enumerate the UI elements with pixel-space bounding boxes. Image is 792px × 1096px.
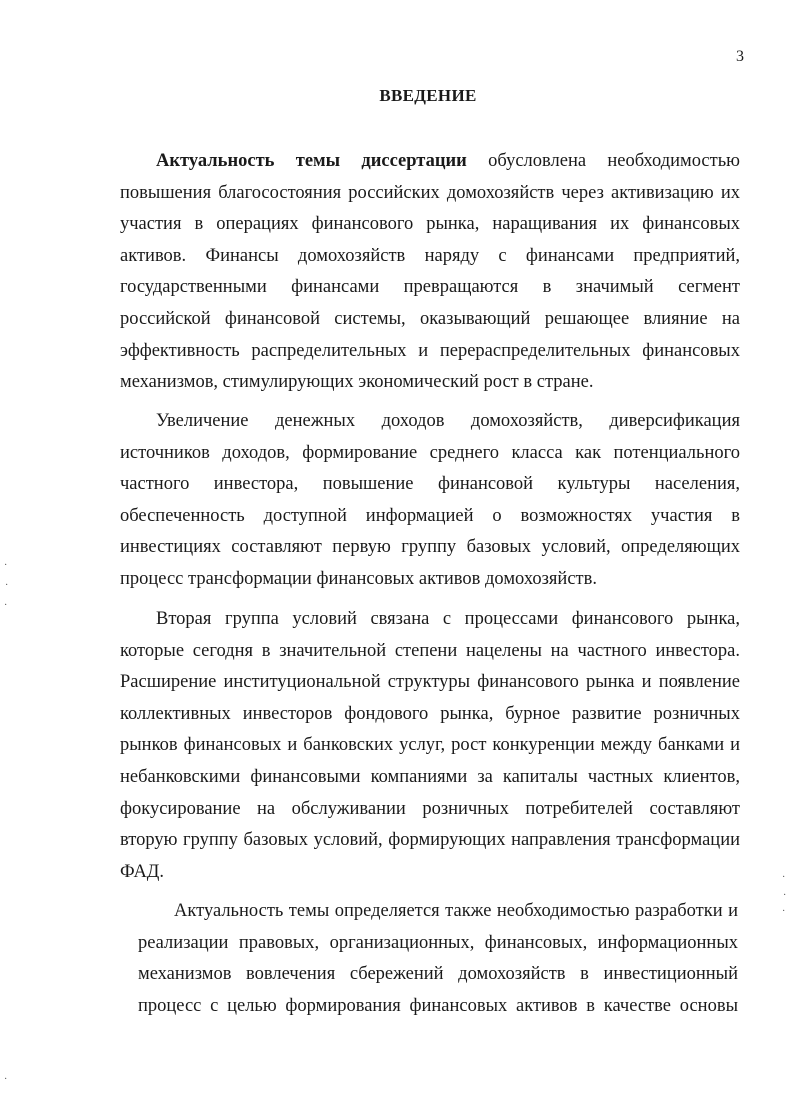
paragraph-line: механизмов вовлечения сбережений домохозяйств в инвестиционный (138, 964, 738, 985)
paragraph-line: обеспеченность доступной информацией о возможностях участия в (120, 505, 740, 526)
paragraph-line: эффективность распределительных и перераспределительных финансовых (120, 340, 740, 361)
scan-mark: · (4, 560, 8, 571)
paragraph-line: ФАД. (120, 861, 165, 882)
scan-mark: · (782, 906, 786, 917)
paragraph-line: рынков финансовых и банковских услуг, рост конкуренции между банками и (120, 735, 740, 756)
paragraph-line: участия в операциях финансового рынка, наращивания их финансовых (120, 214, 740, 235)
scan-mark: · (782, 872, 786, 883)
paragraph-line: частного инвестора, повышение финансовой культуры населения, (120, 474, 740, 495)
paragraph-line: Расширение институциональной структуры финансового рынка и появление (120, 672, 740, 693)
lead-bold-text: Актуальность темы диссертации (156, 151, 467, 171)
paragraph-line: Вторая группа условий связана с процессами финансового рынка, (156, 609, 740, 629)
paragraph-1 (120, 146, 740, 399)
page-title: ВВЕДЕНИЕ (379, 86, 477, 105)
scan-mark: · (4, 600, 8, 611)
paragraph-line: активов. Финансы домохозяйств наряду с финансами предприятий, (120, 245, 740, 266)
paragraph-line: Увеличение денежных доходов домохозяйств, диверсификация (156, 411, 740, 431)
paragraph-line: небанковскими финансовыми компаниями за капиталы частных клиентов, (120, 766, 740, 787)
scan-mark: · (4, 1074, 8, 1085)
paragraph-line: Актуальность темы определяется также необходимостью разработки и (174, 901, 738, 921)
paragraph-line: государственными финансами превращаются в значимый сегмент (120, 277, 740, 298)
paragraph-line: процесс с целью формирования финансовых активов в качестве основы (138, 995, 738, 1016)
paragraph-line: вторую группу базовых условий, формирующих направления трансформации (120, 830, 740, 851)
paragraph-line: механизмов, стимулирующих экономический рост в стране. (120, 372, 594, 393)
paragraph-line: инвестициях составляют первую группу базовых условий, определяющих (120, 537, 740, 558)
paragraph-line (120, 146, 740, 178)
paragraph-line: коллективных инвесторов фондового рынка, бурное развитие розничных (120, 703, 740, 724)
scan-mark: · (5, 580, 9, 591)
paragraph-line: повышения благосостояния российских домохозяйств через активизацию их (120, 182, 740, 203)
paragraph-line: российской финансовой системы, оказывающий решающее влияние на (120, 308, 740, 329)
paragraph-line: источников доходов, формирование среднего класса как потенциального (120, 442, 740, 463)
paragraph-line: реализации правовых, организационных, финансовых, информационных (138, 932, 738, 953)
scan-mark: · (783, 890, 787, 901)
line-text: обусловлена необходимостью (488, 151, 740, 171)
page-number: 3 (736, 48, 744, 65)
paragraph-4 (138, 896, 738, 1022)
paragraph-line: которые сегодня в значительной степени нацелены на частного инвестора. (120, 640, 740, 661)
paragraph-2 (120, 406, 740, 596)
paragraph-line: фокусирование на обслуживании розничных потребителей составляют (120, 798, 740, 819)
paragraph-3 (120, 604, 740, 888)
paragraph-line: процесс трансформации финансовых активов домохозяйств. (120, 568, 597, 589)
